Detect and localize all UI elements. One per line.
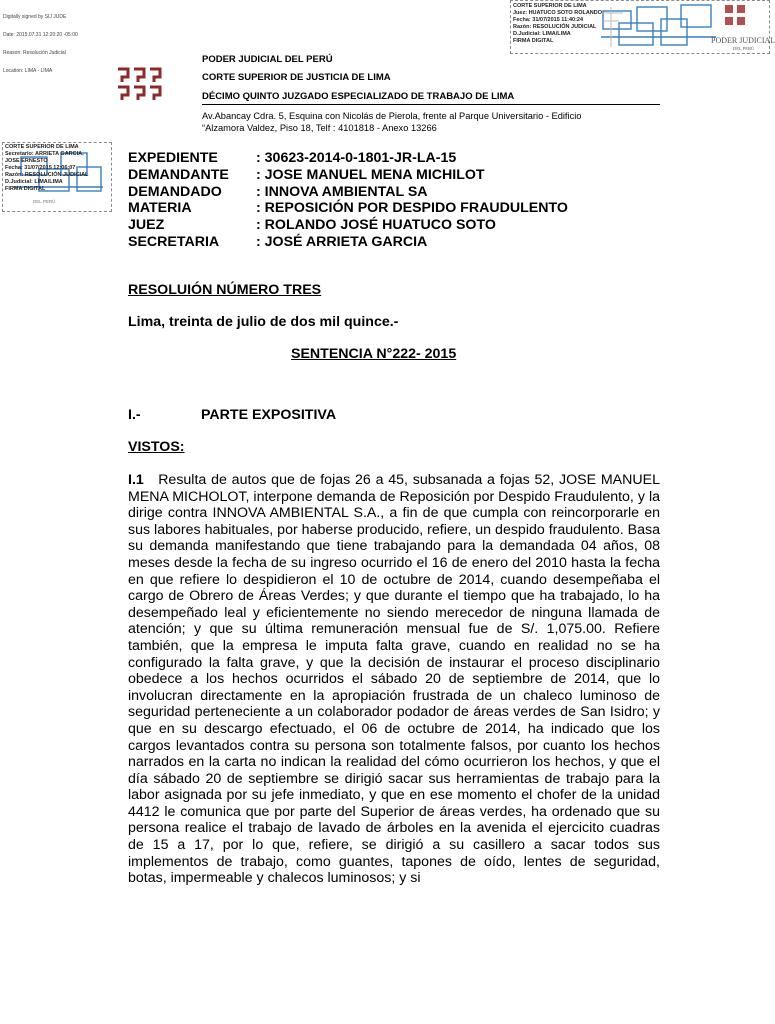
- stamp-line: FIRMA DIGITAL: [5, 186, 46, 192]
- poder-judicial-logo-icon: [116, 66, 164, 104]
- stamp-text: [513, 3, 602, 45]
- digital-signature-line: Location: LIMA - LIMA: [3, 68, 53, 74]
- case-key: MATERIA: [128, 200, 192, 216]
- case-row-demandado: [128, 184, 428, 200]
- body-paragraph: [128, 472, 660, 887]
- stamp-brand-title: PODER JUDICIAL: [711, 36, 775, 45]
- section-number: I.-: [128, 407, 141, 423]
- date-line: Lima, treinta de julio de dos mil quince.-: [128, 314, 399, 330]
- stamp-line: Fecha: 31/07/2015 11:40:24: [513, 17, 584, 23]
- stamp-line: JOSE ERNESTO: [5, 158, 48, 164]
- tribunal-name: DÉCIMO QUINTO JUZGADO ESPECIALIZADO DE TRABAJO DE LIMA: [202, 91, 515, 102]
- header-divider: [202, 104, 660, 105]
- court-name: CORTE SUPERIOR DE JUSTICIA DE LIMA: [202, 72, 391, 83]
- case-key: DEMANDANTE: [128, 167, 229, 183]
- paragraph-text: Resulta de autos que de fojas 26 a 45, subsanada a fojas 52, JOSE MANUEL MENA MICHOLOT, interpone demanda de Reposición por Despido Fraudulento, y la dirige contra INNOVA AMBIENTAL S.A., a fin de que cumpla con reincorporarle en sus labores habituales, por haberse producido, refiere, un despido fraudulento. Basa su demanda manifestando que tiene trabajando para la demandada 04 años, 08 meses desde la fecha de su ingreso ocurrido el 16 de enero del 2010 hasta la fecha en que refiere lo despidieron el 10 de octubre de 2014, cuando desempeñaba el cargo de Obrero de Áreas Verdes; y que durante el tiempo que ha trabajado, lo ha desempeñado leal y eficientemente no siendo merecedor de ninguna llamada de atención; y que su última remuneración mensual fue de S/. 1,075.00. Refiere también, que la empresa le imputa falta grave, cuando en realidad no se ha configurado la falta grave, y que la decisión de instaurar el proceso disciplinario obedece a los hechos ocurridos el sábado 20 de septiembre de 2014, que lo involucran directamente en la apropiación frustrada de un chaleco luminoso de seguridad perteneciente a un colaborador podador de áreas verdes de San Isidro; y que en su descargo efectuado, el 06 de octubre de 2014, ha indicado que los cargos levantados contra su persona son totalmente falsos, por cuanto los hechos narrados en la carta no indican la realidad del cómo ocurrieron los hechos, y que el día sábado 20 de septiembre se dirigió sacar sus herramientas de trabajo para la labor asignada por su jefe inmediato, y que en ese momento el chofer de la unidad 4412 le comunica que por parte del Superior de áreas verdes, ha ordenado que su persona realice el trabajo de lavado de árboles en la avenida el ejercicito cuadras de 15 a 17, por lo que, refiere, se dirigió a su casillero a sacar todos sus implementos de trabajo, como guantes, tapones de oído, lentes de seguridad, botas, impermeable y chalecos luminosos; y si: [128, 472, 660, 887]
- stamp-line: CORTE SUPERIOR DE LIMA: [5, 144, 79, 150]
- digital-signature-line: Reason: Resolución Judicial: [3, 50, 66, 56]
- paragraph-label: I.1: [128, 472, 144, 488]
- stamp-text: [5, 144, 88, 193]
- stamp-line: D.Judicial: LIMA/LIMA: [513, 31, 571, 37]
- digital-signature-line: Date: 2015.07.31 12:20:20 -05:00: [3, 32, 78, 38]
- case-key: EXPEDIENTE: [128, 150, 218, 166]
- digital-signature-block: [3, 2, 78, 80]
- stamp-line: D.Judicial: LIMA/LIMA: [5, 179, 63, 185]
- case-row-materia: [128, 200, 568, 216]
- stamp-line: Fecha: 31/07/2015 12:06:07: [5, 165, 76, 171]
- case-row-expediente: [128, 150, 456, 166]
- stamp-line: FIRMA DIGITAL: [513, 38, 554, 44]
- case-value: : REPOSICIÓN POR DESPIDO FRAUDULENTO: [256, 200, 568, 216]
- case-value: : ROLANDO JOSÉ HUATUCO SOTO: [256, 217, 496, 233]
- case-key: JUEZ: [128, 217, 165, 233]
- digital-signature-line: Digitally signed by SIJ JUDE: [3, 14, 67, 20]
- section-title: PARTE EXPOSITIVA: [201, 407, 337, 423]
- stamp-logo-icon: [725, 5, 745, 25]
- case-key: SECRETARIA: [128, 234, 220, 250]
- case-key: DEMANDADO: [128, 184, 222, 200]
- case-row-juez: [128, 217, 496, 233]
- address-line: Av.Abancay Cdra. 5, Esquina con Nicolás de Pierola, frente al Parque Universitario - Edificio: [202, 111, 582, 121]
- stamp-line: Juez: HUATUCO SOTO ROLANDO: [513, 10, 603, 16]
- case-value: : 30623-2014-0-1801-JR-LA-15: [256, 150, 457, 166]
- stamp-line: Razón: RESOLUCIÓN JUDICIAL: [513, 24, 597, 30]
- case-value: : JOSE MANUEL MENA MICHILOT: [256, 167, 485, 183]
- stamp-line: Secretario: ARRIETA GARCIA,: [5, 151, 84, 157]
- case-value: : JOSÉ ARRIETA GARCIA: [256, 234, 428, 250]
- resolution-title: RESOLUIÓN NÚMERO TRES: [128, 282, 322, 298]
- address-line: “Alzamora Valdez, Piso 18, Telf : 4101818 - Anexo 13266: [202, 123, 437, 133]
- institution-name: PODER JUDICIAL DEL PERÚ: [202, 54, 333, 65]
- stamp-brand-subtitle: DEL PERÚ: [733, 46, 755, 51]
- judge-signature-stamp: [510, 0, 775, 54]
- stamp-line: CORTE SUPERIOR DE LIMA: [513, 3, 587, 9]
- stamp-brand-subtitle: DEL PERÚ: [33, 199, 56, 204]
- case-row-demandante: [128, 167, 485, 183]
- case-value: : INNOVA AMBIENTAL SA: [256, 184, 428, 200]
- sentence-title: SENTENCIA N°222- 2015: [291, 346, 457, 362]
- stamp-line: Razón: RESOLUCIÓN JUDICIAL: [5, 172, 89, 178]
- secretary-signature-stamp: [2, 142, 112, 212]
- stamp-brand: [711, 37, 775, 53]
- vistos-heading: VISTOS:: [128, 439, 185, 455]
- case-row-secretaria: [128, 234, 427, 250]
